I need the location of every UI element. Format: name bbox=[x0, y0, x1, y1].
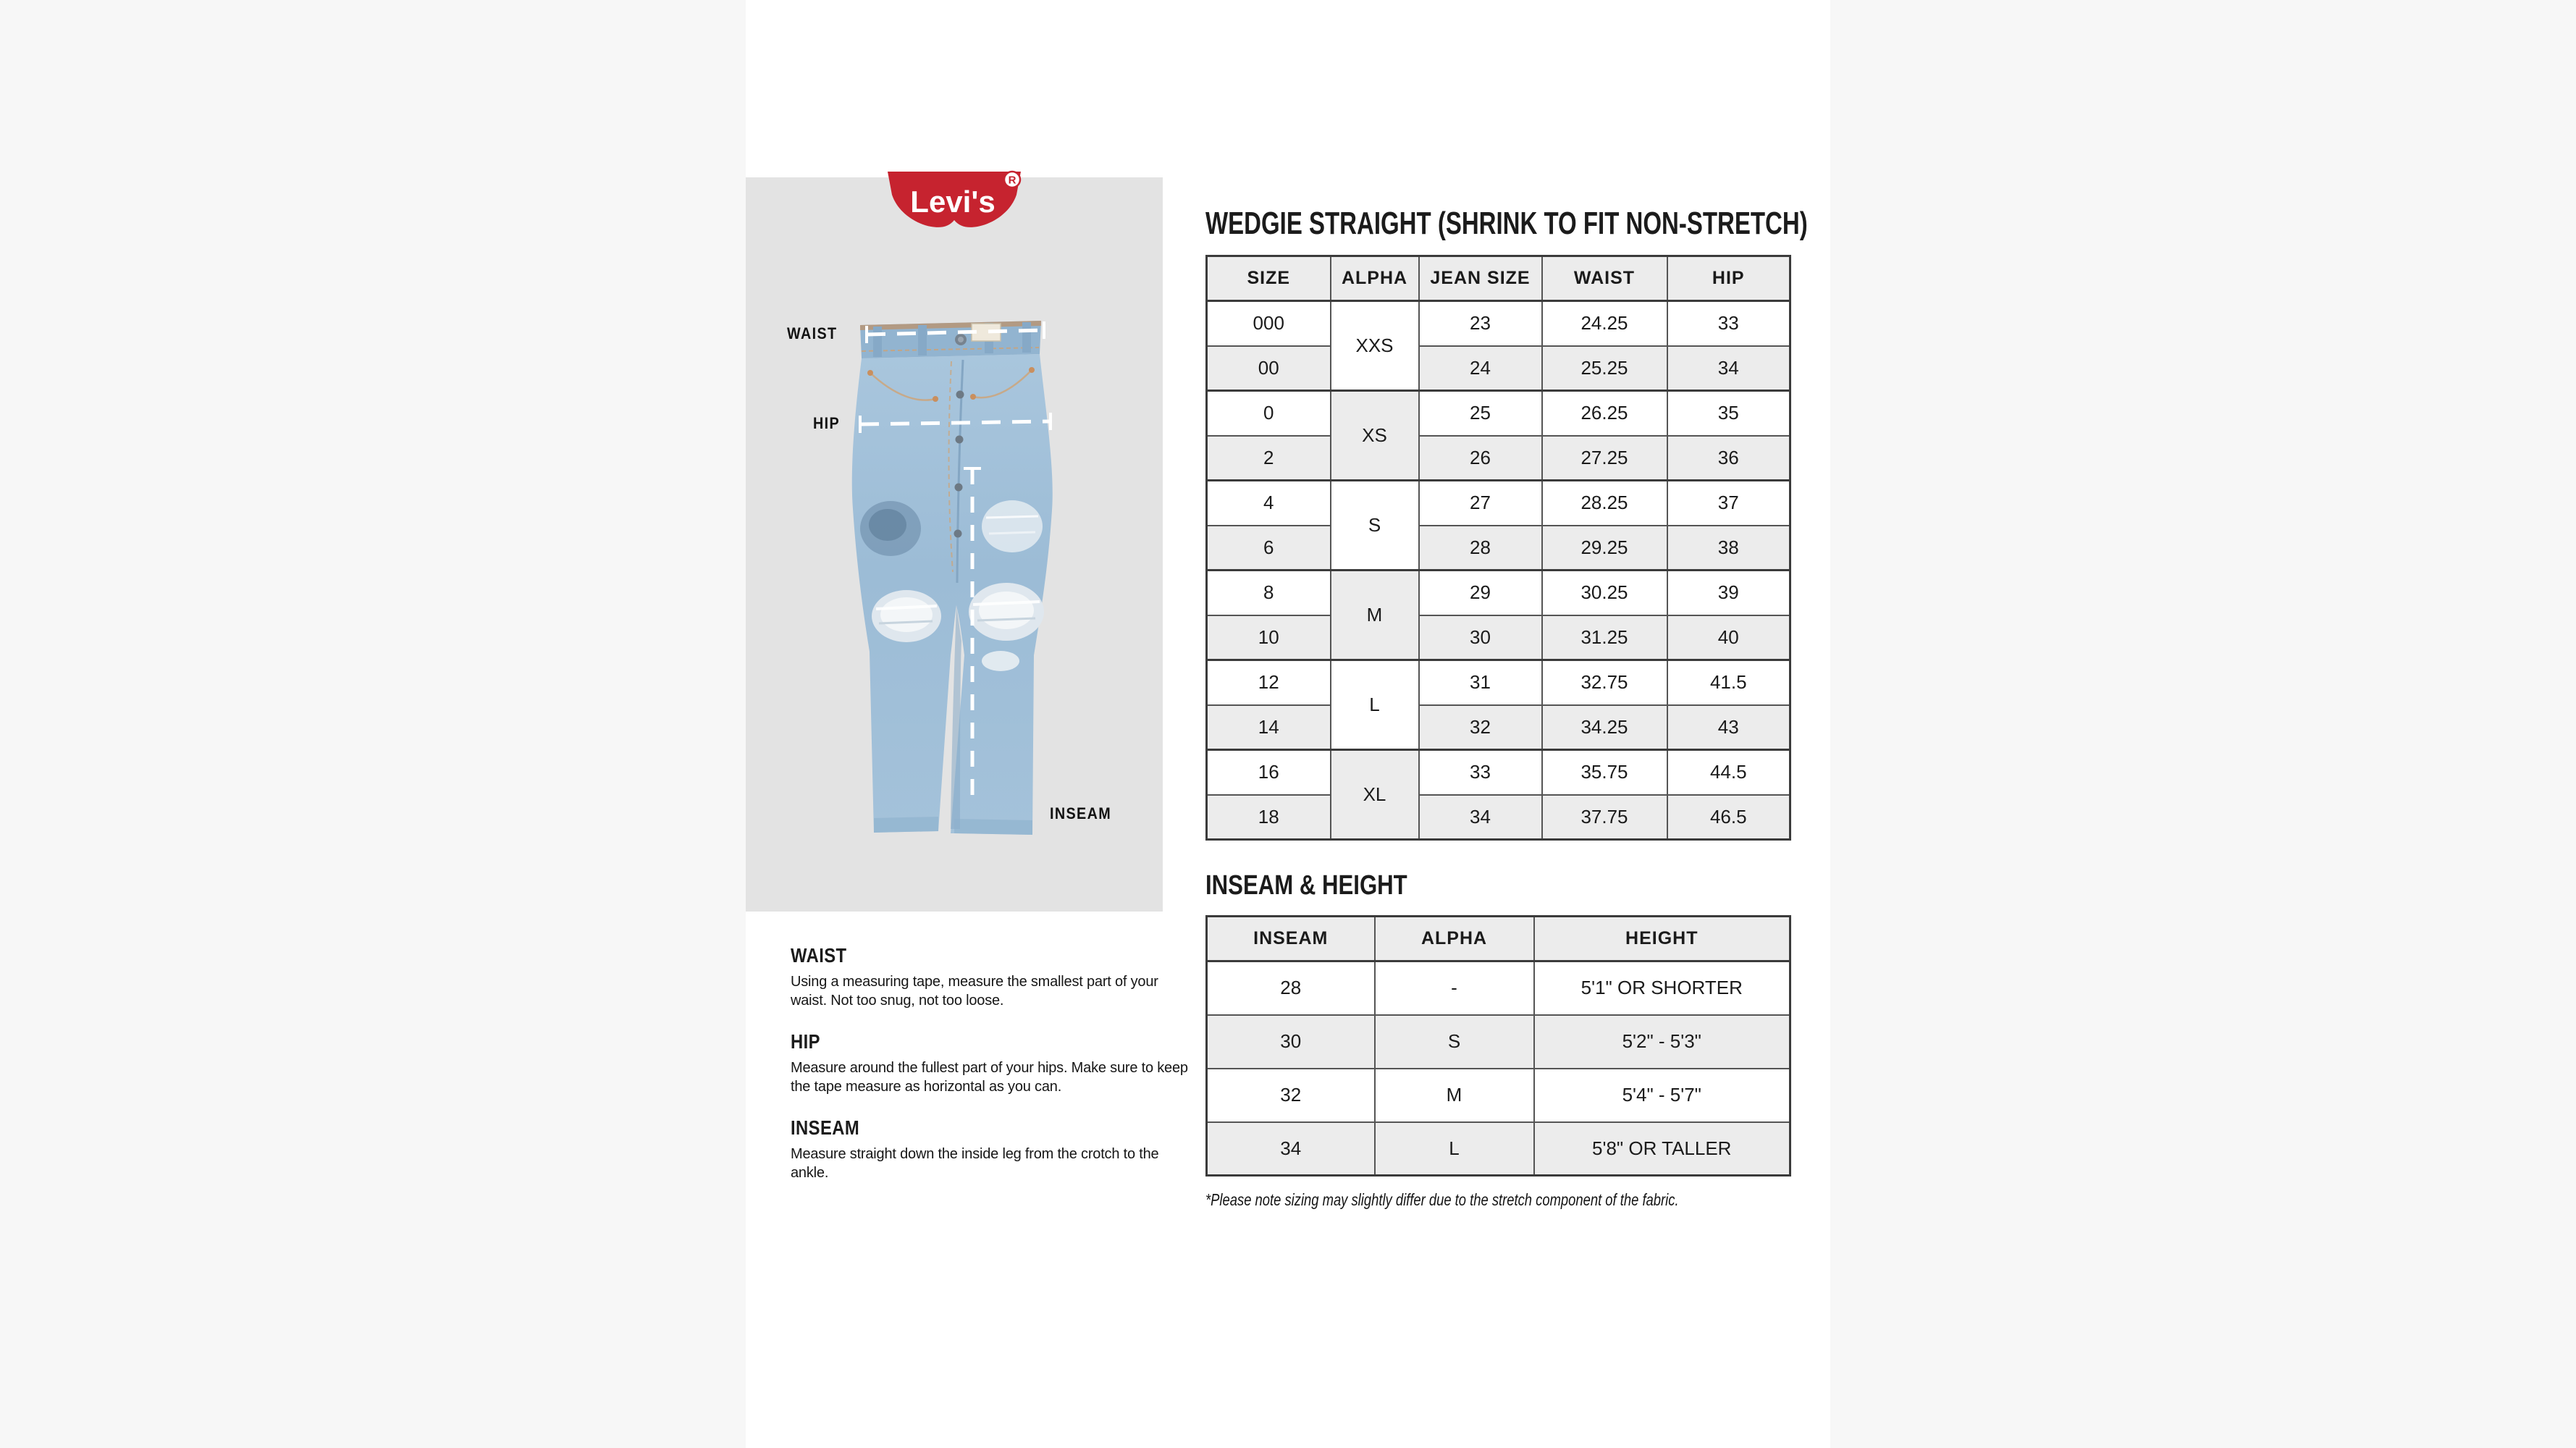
size-chart-header-row bbox=[1207, 256, 1790, 301]
guide-waist-text: Using a measuring tape, measure the smallest part of your waist. Not too snug, not too loose. bbox=[791, 974, 1158, 1009]
alpha-cell: L bbox=[1331, 660, 1419, 750]
table-row bbox=[1207, 301, 1790, 346]
col-header-waist: WAIST bbox=[1542, 256, 1667, 301]
jean-size-cell: 32 bbox=[1419, 705, 1542, 750]
sizing-footnote bbox=[1205, 1190, 1797, 1210]
guide-hip-text: Measure around the fullest part of your hips. Make sure to keep the tape measure as horizontal as you can. bbox=[791, 1060, 1188, 1095]
jean-size-cell: 34 bbox=[1419, 795, 1542, 840]
height-cell: 5'4" - 5'7" bbox=[1534, 1069, 1790, 1122]
jeans-photo-panel bbox=[746, 174, 1163, 912]
hip-cell: 41.5 bbox=[1667, 660, 1790, 705]
alpha-cell: S bbox=[1331, 481, 1419, 571]
table-row bbox=[1207, 660, 1790, 705]
guide-hip-heading bbox=[791, 1030, 1196, 1054]
size-chart-title bbox=[1205, 206, 2008, 242]
alpha-cell: XXS bbox=[1331, 301, 1419, 391]
guide-waist-heading-text: WAIST bbox=[791, 944, 847, 967]
guide-hip-heading-text: HIP bbox=[791, 1030, 820, 1053]
measuring-guide bbox=[791, 943, 1196, 1202]
size-cell: 8 bbox=[1207, 571, 1331, 615]
hip-cell: 38 bbox=[1667, 526, 1790, 571]
sizing-footnote-text: *Please note sizing may slightly differ due to the stretch component of the fabric. bbox=[1205, 1190, 1679, 1209]
table-row bbox=[1207, 705, 1790, 750]
height-cell: 5'8" OR TALLER bbox=[1534, 1122, 1790, 1176]
waist-cell: 30.25 bbox=[1542, 571, 1667, 615]
table-row bbox=[1207, 961, 1790, 1015]
waist-cell: 28.25 bbox=[1542, 481, 1667, 526]
jean-size-cell: 31 bbox=[1419, 660, 1542, 705]
alpha-cell: - bbox=[1375, 961, 1534, 1015]
size-cell: 14 bbox=[1207, 705, 1331, 750]
jean-size-cell: 26 bbox=[1419, 436, 1542, 481]
col-header-alpha: ALPHA bbox=[1375, 917, 1534, 961]
guide-inseam-heading-text: INSEAM bbox=[791, 1116, 860, 1139]
hip-cell: 33 bbox=[1667, 301, 1790, 346]
inseam-height-table bbox=[1205, 915, 1791, 1176]
waist-cell: 34.25 bbox=[1542, 705, 1667, 750]
jean-size-cell: 28 bbox=[1419, 526, 1542, 571]
col-header-jean-size: JEAN SIZE bbox=[1419, 256, 1542, 301]
table-row bbox=[1207, 615, 1790, 660]
table-row bbox=[1207, 526, 1790, 571]
inseam-height-title bbox=[1205, 870, 1452, 901]
inseam-cell: 34 bbox=[1207, 1122, 1375, 1176]
hip-cell: 35 bbox=[1667, 391, 1790, 436]
table-row bbox=[1207, 750, 1790, 795]
col-header-height: HEIGHT bbox=[1534, 917, 1790, 961]
inseam-cell: 28 bbox=[1207, 961, 1375, 1015]
table-row bbox=[1207, 1069, 1790, 1122]
size-guide-card bbox=[746, 0, 1830, 1448]
hip-measure-label: HIP bbox=[813, 414, 841, 432]
jean-size-cell: 33 bbox=[1419, 750, 1542, 795]
waist-cell: 24.25 bbox=[1542, 301, 1667, 346]
height-cell: 5'1" OR SHORTER bbox=[1534, 961, 1790, 1015]
waist-cell: 27.25 bbox=[1542, 436, 1667, 481]
size-cell: 16 bbox=[1207, 750, 1331, 795]
guide-waist-heading bbox=[791, 943, 1196, 968]
waist-cell: 25.25 bbox=[1542, 346, 1667, 391]
jean-size-cell: 27 bbox=[1419, 481, 1542, 526]
levis-batwing-icon bbox=[882, 170, 1027, 245]
waist-cell: 32.75 bbox=[1542, 660, 1667, 705]
height-cell: 5'2" - 5'3" bbox=[1534, 1015, 1790, 1069]
jean-size-cell: 30 bbox=[1419, 615, 1542, 660]
alpha-cell: M bbox=[1375, 1069, 1534, 1122]
hip-cell: 46.5 bbox=[1667, 795, 1790, 840]
table-row bbox=[1207, 1015, 1790, 1069]
size-cell: 6 bbox=[1207, 526, 1331, 571]
levis-wordmark: Levi's bbox=[910, 185, 996, 219]
levis-logo bbox=[882, 170, 1027, 249]
hip-cell: 34 bbox=[1667, 346, 1790, 391]
col-header-inseam: INSEAM bbox=[1207, 917, 1375, 961]
table-row bbox=[1207, 391, 1790, 436]
hip-cell: 36 bbox=[1667, 436, 1790, 481]
size-cell: 10 bbox=[1207, 615, 1331, 660]
guide-inseam-heading bbox=[791, 1116, 1196, 1140]
col-header-alpha: ALPHA bbox=[1331, 256, 1419, 301]
registered-mark-icon: R bbox=[1008, 174, 1016, 187]
jean-size-cell: 24 bbox=[1419, 346, 1542, 391]
table-row bbox=[1207, 481, 1790, 526]
hip-cell: 40 bbox=[1667, 615, 1790, 660]
inseam-cell: 32 bbox=[1207, 1069, 1375, 1122]
alpha-cell: S bbox=[1375, 1015, 1534, 1069]
hip-cell: 39 bbox=[1667, 571, 1790, 615]
waist-measure-label: WAIST bbox=[787, 324, 838, 342]
table-row bbox=[1207, 571, 1790, 615]
jean-size-cell: 25 bbox=[1419, 391, 1542, 436]
alpha-cell: XS bbox=[1331, 391, 1419, 481]
size-cell: 12 bbox=[1207, 660, 1331, 705]
inseam-measure-label: INSEAM bbox=[1050, 804, 1112, 822]
waist-cell: 31.25 bbox=[1542, 615, 1667, 660]
guide-inseam-text: Measure straight down the inside leg from the crotch to the ankle. bbox=[791, 1146, 1159, 1181]
waist-cell: 37.75 bbox=[1542, 795, 1667, 840]
col-header-hip: HIP bbox=[1667, 256, 1790, 301]
inseam-height-title-text: INSEAM & HEIGHT bbox=[1205, 870, 1407, 901]
alpha-cell: M bbox=[1331, 571, 1419, 660]
waist-cell: 29.25 bbox=[1542, 526, 1667, 571]
jeans-photo bbox=[746, 177, 1163, 912]
inseam-cell: 30 bbox=[1207, 1015, 1375, 1069]
jean-size-cell: 23 bbox=[1419, 301, 1542, 346]
alpha-cell: L bbox=[1375, 1122, 1534, 1176]
size-cell: 2 bbox=[1207, 436, 1331, 481]
col-header-size: SIZE bbox=[1207, 256, 1331, 301]
hip-cell: 37 bbox=[1667, 481, 1790, 526]
waist-cell: 26.25 bbox=[1542, 391, 1667, 436]
size-cell: 000 bbox=[1207, 301, 1331, 346]
jean-size-cell: 29 bbox=[1419, 571, 1542, 615]
size-chart-title-text: WEDGIE STRAIGHT (SHRINK TO FIT NON-STRETCH) bbox=[1205, 206, 1808, 241]
waist-cell: 35.75 bbox=[1542, 750, 1667, 795]
size-chart-table bbox=[1205, 255, 1791, 841]
size-cell: 0 bbox=[1207, 391, 1331, 436]
size-cell: 18 bbox=[1207, 795, 1331, 840]
table-row bbox=[1207, 436, 1790, 481]
table-row bbox=[1207, 1122, 1790, 1176]
inseam-height-header-row bbox=[1207, 917, 1790, 961]
alpha-cell: XL bbox=[1331, 750, 1419, 840]
size-cell: 00 bbox=[1207, 346, 1331, 391]
table-row bbox=[1207, 795, 1790, 840]
table-row bbox=[1207, 346, 1790, 391]
size-cell: 4 bbox=[1207, 481, 1331, 526]
hip-cell: 44.5 bbox=[1667, 750, 1790, 795]
hip-cell: 43 bbox=[1667, 705, 1790, 750]
